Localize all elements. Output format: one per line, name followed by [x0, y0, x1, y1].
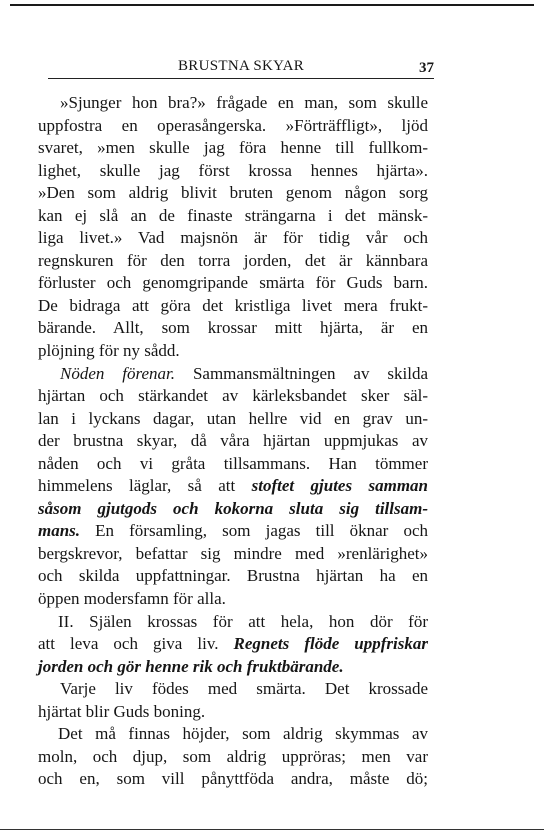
- text-segment: svaret, »men skulle jag föra henne till fullkom-: [38, 138, 428, 158]
- text-line: [38, 565, 428, 588]
- text-line: [38, 408, 428, 431]
- text-line: [38, 498, 428, 521]
- text-line: [38, 205, 428, 228]
- text-segment: der brustna skyar, då våra hjärtan uppmjukas av: [38, 431, 428, 451]
- text-segment: nåden och vi gråta tillsammans. Han tömmer: [38, 453, 428, 473]
- text-line: [38, 520, 428, 543]
- emphasis-segment: jorden och gör henne rik och fruktbärande.: [38, 656, 344, 676]
- text-segment: och skilda uppfattningar. Brustna hjärtan ha en: [38, 566, 428, 586]
- emphasis-segment: stoftet gjutes samman: [251, 476, 428, 496]
- text-line: [38, 182, 428, 205]
- header-rule: [48, 78, 434, 79]
- text-line: [38, 430, 428, 453]
- text-line: [38, 475, 428, 498]
- text-segment: Varje liv födes med smärta. Det krossade: [60, 679, 428, 699]
- page-header: [48, 58, 434, 80]
- text-segment: liga livet.» Vad majsnön är för tidig vår och: [38, 228, 428, 248]
- text-line: [38, 385, 428, 408]
- emphasis-segment: Regnets flöde uppfriskar: [233, 634, 428, 654]
- text-segment: »Sjunger hon bra?» frågade en man, som skulle: [60, 93, 428, 112]
- text-segment: att leva och giva liv.: [38, 634, 234, 654]
- text-segment: kan ej slå an de finaste strängarna i det mänsk-: [38, 205, 428, 225]
- text-segment: förluster och genomgripande smärta för Guds barn.: [38, 273, 428, 293]
- text-line: [38, 723, 428, 746]
- text-line: [38, 317, 428, 340]
- text-segment: uppfostra en operasångerska. »Förträffligt», ljöd: [38, 115, 428, 135]
- text-segment: lan i lyckans dagar, utan hellre vid en grav un-: [38, 408, 428, 428]
- text-line: [38, 250, 428, 273]
- text-segment: »Den som aldrig blivit bruten genom någon sorg: [38, 183, 428, 203]
- text-segment: regnskuren för den torra jorden, det är kännbara: [38, 250, 428, 270]
- running-title: BRUSTNA SKYAR: [177, 58, 305, 74]
- text-segment: moln, och djup, som aldrig uppröras; men var: [38, 746, 428, 766]
- text-segment: och en, som vill pånyttföda andra, måste dö;: [38, 769, 428, 789]
- text-line: [38, 160, 428, 183]
- text-segment: II. Själen krossas för att hela, hon dör för: [58, 611, 428, 631]
- text-line: [38, 656, 428, 679]
- text-line: [38, 701, 428, 724]
- top-edge-rule: [10, 4, 534, 6]
- text-line: [38, 295, 428, 318]
- bottom-edge-rule: [0, 829, 544, 830]
- body-text: [38, 92, 428, 791]
- text-line: [38, 588, 428, 611]
- emphasis-segment: såsom gjutgods och kokorna sluta sig tillsam-: [38, 498, 428, 518]
- text-segment: De bidraga att göra det kristliga livet mera frukt-: [38, 295, 428, 315]
- text-line: [38, 227, 428, 250]
- text-line: [38, 543, 428, 566]
- text-segment: plöjning för ny sådd.: [38, 341, 180, 361]
- text-line: [38, 678, 428, 701]
- text-line: [38, 340, 428, 363]
- text-segment: bergskrevor, befattar sig mindre med »renlärighet»: [38, 543, 428, 563]
- text-line: [38, 363, 428, 386]
- text-segment: öppen modersfamn för alla.: [38, 589, 226, 609]
- text-line: [38, 92, 428, 115]
- text-segment: Sammansmältningen av skilda: [175, 363, 428, 383]
- text-line: [38, 137, 428, 160]
- text-line: [38, 746, 428, 769]
- text-line: [38, 272, 428, 295]
- emphasis-segment: mans.: [38, 521, 81, 541]
- text-line: [38, 453, 428, 476]
- text-segment: himmelens läglar, så att: [38, 476, 252, 496]
- text-segment: bärande. Allt, som krossar mitt hjärta, är en: [38, 318, 428, 338]
- text-line: [38, 115, 428, 138]
- text-line: [38, 768, 428, 791]
- text-segment: hjärtan och stärkandet av kärleksbandet sker säl-: [38, 386, 428, 406]
- emphasis-segment: Nöden förenar.: [60, 363, 176, 383]
- text-line: [38, 611, 428, 634]
- text-segment: Det må finnas höjder, som aldrig skymmas av: [58, 724, 428, 744]
- text-segment: lighet, skulle jag först krossa hennes hjärta».: [38, 160, 428, 180]
- page-number: 37: [419, 60, 434, 76]
- text-segment: En församling, som jagas till öknar och: [80, 521, 428, 541]
- text-line: [38, 633, 428, 656]
- text-segment: hjärtat blir Guds boning.: [38, 701, 206, 721]
